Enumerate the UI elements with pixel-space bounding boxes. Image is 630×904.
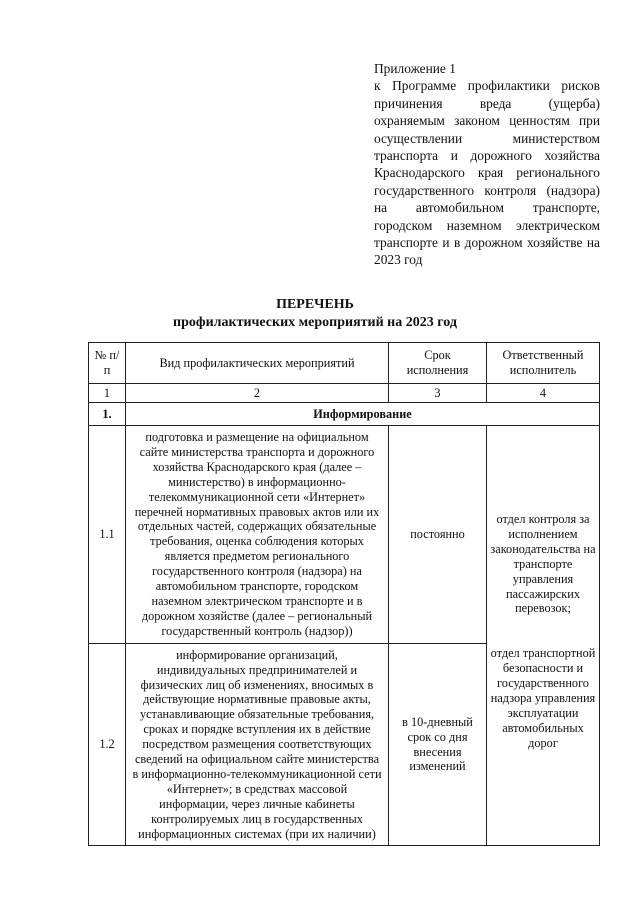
column-number: 3	[389, 384, 487, 403]
appendix-text: к Программе профилактики рисков причинения вреда (ущерба) охраняемым законом ценностям при осуществлении министерством транспорта и дорожного хозяйства Краснодарского края регионального государственного контроля (надзора) на автомобильном транспорте, городском наземном электрическом транспорте и в дорожном хозяйстве на 2023 год	[374, 78, 600, 268]
responsible-unit-1: отдел контроля за исполнением законодательства на транспорте управления пассажирских перевозок;	[490, 512, 596, 616]
column-number-row	[89, 384, 600, 403]
column-number: 1	[89, 384, 126, 403]
section-title: Информирование	[126, 403, 600, 426]
row-deadline: в 10-дневный срок со дня внесения изменений	[389, 643, 487, 846]
header-activity: Вид профилактических мероприятий	[126, 343, 389, 384]
row-activity: информирование организаций, индивидуальных предпринимателей и физических лиц об изменениях, вносимых в действующие нормативные правовые акты, устанавливающие обязательные требования, сроках и порядке вступления их в действие посредством размещения соответствующих сведений на официальном сайте министерства в информационно-телекоммуникационной сети «Интернет»; в средствах массовой информации, через личные кабинеты контролируемых лиц в государственных информационных системах (при их наличии)	[126, 643, 389, 846]
row-number: 1.2	[89, 643, 126, 846]
title-main: ПЕРЕЧЕНЬ	[276, 297, 354, 312]
responsible-spacer	[490, 616, 596, 646]
row-responsible	[487, 426, 600, 846]
document-title	[0, 296, 630, 332]
section-row	[89, 403, 600, 426]
row-number: 1.1	[89, 426, 126, 644]
row-activity: подготовка и размещение на официальном сайте министерства транспорта и дорожного хозяйства Краснодарского края (далее – министерство) в информационно-телекоммуникационной сети «Интернет» перечней нормативных правовых актов или их отдельных частей, содержащих обязательные требования, оценка соблюдения которых является предметом регионального государственного контроля (надзора) на автомобильном транспорте, городском наземном электрическом транспорте и в дорожном хозяйстве (далее – региональный государственный контроль (надзор))	[126, 426, 389, 644]
appendix-heading: Приложение 1	[374, 61, 456, 76]
title-sub: профилактических мероприятий на 2023 год	[173, 315, 457, 330]
table-row	[89, 426, 600, 644]
header-deadline: Срок исполнения	[389, 343, 487, 384]
table-header-row	[89, 343, 600, 384]
header-number: № п/п	[89, 343, 126, 384]
appendix-block	[374, 60, 600, 269]
header-responsible: Ответственный исполнитель	[487, 343, 600, 384]
column-number: 2	[126, 384, 389, 403]
section-number: 1.	[89, 403, 126, 426]
column-number: 4	[487, 384, 600, 403]
row-deadline: постоянно	[389, 426, 487, 644]
activities-table	[88, 342, 600, 846]
responsible-unit-2: отдел транспортной безопасности и государственного надзора управления эксплуатации автомобильных дорог	[490, 646, 596, 750]
